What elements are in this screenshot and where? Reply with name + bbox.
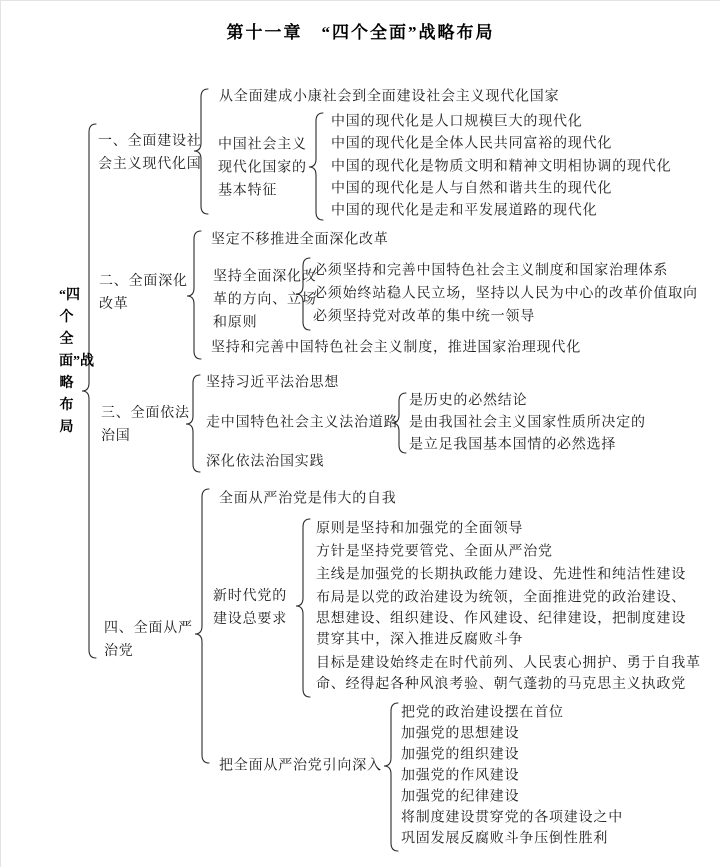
party-requirement-item: 原则是坚持和加强党的全面领导 xyxy=(316,521,524,537)
page-title: 第十一章 “四个全面”战略布局 xyxy=(226,23,495,42)
modernization-item: 中国的现代化是人口规模巨大的现代化 xyxy=(331,114,583,130)
party-requirements-label: 新时代党的建设总要求 xyxy=(213,589,287,627)
branch2-item3: 坚持和完善中国特色社会主义制度，推进国家治理现代化 xyxy=(211,340,581,356)
party-requirement-item: 布局是以党的政治建设为统领，全面推进党的政治建设、思想建设、组织建设、作风建设、纪律建设，把制度建设贯穿其中，深入推进反腐败斗争 xyxy=(316,590,686,648)
deepen-governance-item: 加强党的思想建设 xyxy=(401,726,520,742)
deepen-governance-item: 巩固发展反腐败斗争压倒性胜利 xyxy=(401,831,609,847)
law-road-item: 是历史的必然结论 xyxy=(409,393,528,409)
branch4-item1: 全面从严治党是伟大的自我 xyxy=(219,491,397,507)
reform-principle-item: 必须始终站稳人民立场，坚持以人民为中心的改革价值取向 xyxy=(313,286,698,302)
modernization-item: 中国的现代化是全体人民共同富裕的现代化 xyxy=(331,136,613,152)
modernization-item: 中国的现代化是人与自然和谐共生的现代化 xyxy=(331,181,613,197)
modernization-item: 中国的现代化是物质文明和精神文明相协调的现代化 xyxy=(331,159,672,175)
reform-principle-item: 必须坚持党对改革的集中统一领导 xyxy=(313,309,535,325)
branch3-subnode-label: 走中国特色社会主义法治道路 xyxy=(206,415,399,431)
law-road-item: 是由我国社会主义国家性质所决定的 xyxy=(409,415,646,431)
branch3-item1: 坚持习近平法治思想 xyxy=(206,375,340,391)
law-road-item: 是立足我国基本国情的必然选择 xyxy=(409,437,617,453)
branch3-label: 三、全面依法治国 xyxy=(101,406,190,444)
brace-deepen-governance xyxy=(384,703,398,851)
party-requirement-item: 主线是加强党的长期执政能力建设、先进性和纯洁性建设 xyxy=(316,567,686,583)
branch1-label: 一、全面建设社会主义现代化国 xyxy=(98,134,202,172)
branch3-item3: 深化依法治国实践 xyxy=(206,454,325,470)
brace-party-requirements xyxy=(296,519,310,697)
branch2-item1: 坚定不移推进全面深化改革 xyxy=(211,232,389,248)
deepen-governance-item: 加强党的纪律建设 xyxy=(401,789,520,805)
modernization-item: 中国的现代化是走和平发展道路的现代化 xyxy=(331,203,598,219)
branch4-label: 四、全面从严治党 xyxy=(104,621,193,659)
deepen-governance-item: 将制度建设贯穿党的各项建设之中 xyxy=(401,810,623,826)
party-requirement-item: 方针是坚持党要管党、全面从严治党 xyxy=(316,544,553,560)
deepen-governance-item: 加强党的作风建设 xyxy=(401,768,520,784)
branch1-subnode-label: 中国社会主义现代化国家的基本特征 xyxy=(218,137,307,199)
reform-principle-item: 必须坚持和完善中国特色社会主义制度和国家治理体系 xyxy=(313,263,669,279)
deepen-governance-item: 把党的政治建设摆在首位 xyxy=(401,705,564,721)
root-node-label: “四个全面”战略布局 xyxy=(59,288,94,435)
brace-root xyxy=(82,124,96,658)
branch2-subnode-label: 坚持全面深化改革的方向、立场和原则 xyxy=(213,269,317,331)
deepen-governance-label: 把全面从严治党引向深入 xyxy=(219,758,382,774)
party-requirement-item: 目标是建设始终走在时代前列、人民衷心拥护、勇于自我革命、经得起各种风浪考验、朝气蓬勃的马克思主义执政党 xyxy=(316,656,701,692)
branch1-item1: 从全面建成小康社会到全面建设社会主义现代化国家 xyxy=(219,89,560,105)
deepen-governance-item: 加强党的组织建设 xyxy=(401,747,520,763)
branch2-label: 二、全面深化改革 xyxy=(99,274,188,312)
